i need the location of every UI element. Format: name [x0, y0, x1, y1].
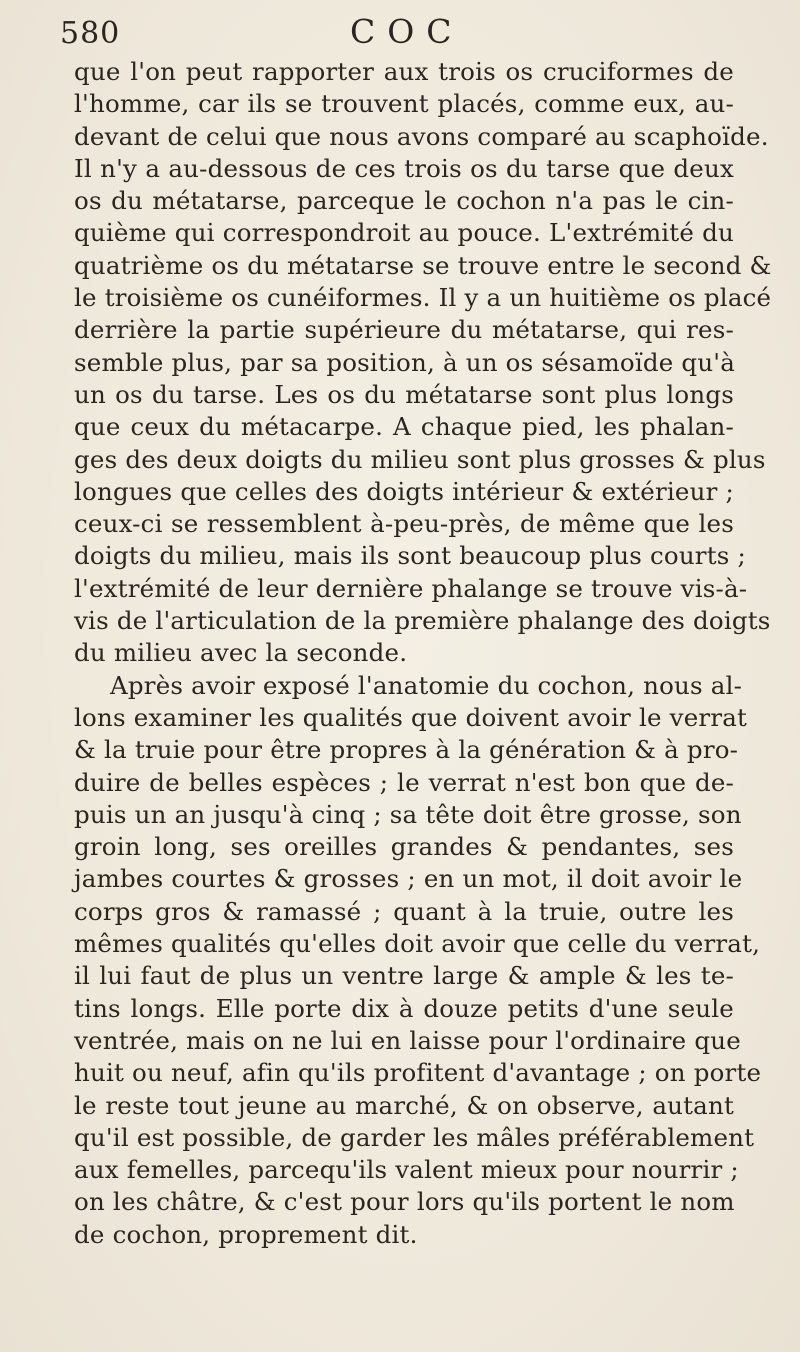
text-line: vis de l'articulation de la première phalange des doigts	[74, 606, 771, 636]
text-line: os du métatarse, parceque le cochon n'a pas le cin-	[74, 186, 734, 216]
text-line: derrière la partie supérieure du métatarse, qui res-	[74, 315, 734, 345]
text-line: un os du tarse. Les os du métatarse sont plus longs	[74, 379, 734, 409]
text-line: que ceux du métacarpe. A chaque pied, les phalan-	[74, 412, 734, 442]
text-line: Il n'y a au-dessous de ces trois os du tarse que deux	[74, 153, 734, 183]
text-line: & la truie pour être propres à la génération & à pro-	[74, 735, 739, 765]
text-line: corps gros & ramassé ; quant à la truie, outre les	[74, 896, 734, 926]
text-line: groin long, ses oreilles grandes & pendantes, ses	[74, 832, 734, 862]
text-line: tins longs. Elle porte dix à douze petits d'une seule	[74, 993, 734, 1023]
text-line: semble plus, par sa position, à un os sésamoïde qu'à	[74, 347, 736, 377]
text-line: mêmes qualités qu'elles doit avoir que celle du verrat,	[74, 929, 761, 959]
text-line: lons examiner les qualités que doivent avoir le verrat	[74, 702, 748, 732]
text-line: ventrée, mais on ne lui en laisse pour l'ordinaire que	[74, 1025, 741, 1055]
text-line: devant de celui que nous avons comparé au scaphoïde.	[74, 121, 769, 151]
text-line: Après avoir exposé l'anatomie du cochon, nous al-	[110, 670, 743, 700]
running-head: COC	[350, 12, 464, 51]
text-line: longues que celles des doigts intérieur & extérieur ;	[74, 476, 734, 506]
body-text	[74, 56, 772, 1251]
text-line: quatrième os du métatarse se trouve entre le second &	[74, 250, 772, 280]
text-line: qu'il est possible, de garder les mâles préférablement	[74, 1122, 755, 1152]
text-line: puis un an jusqu'à cinq ; sa tête doit être grosse, son	[74, 799, 742, 829]
text-line: jambes courtes & grosses ; en un mot, il doit avoir le	[74, 864, 743, 894]
text-line: l'extrémité de leur dernière phalange se trouve vis-à-	[74, 573, 748, 603]
text-line: aux femelles, parcequ'ils valent mieux pour nourrir ;	[74, 1155, 739, 1185]
text-line: doigts du milieu, mais ils sont beaucoup plus courts ;	[74, 541, 746, 571]
text-line: du milieu avec la seconde.	[74, 638, 408, 668]
text-line: l'homme, car ils se trouvent placés, comme eux, au-	[74, 89, 734, 119]
text-line: que l'on peut rapporter aux trois os cruciformes de	[74, 57, 734, 86]
text-line: ges des deux doigts du milieu sont plus grosses & plus	[74, 444, 766, 474]
page-number: 580	[60, 16, 121, 51]
text-line: ceux-ci se ressemblent à-peu-près, de même que les	[74, 509, 734, 539]
text-line: quième qui correspondroit au pouce. L'extrémité du	[74, 218, 734, 248]
text-line: le reste tout jeune au marché, & on observe, autant	[74, 1090, 734, 1120]
text-line: il lui faut de plus un ventre large & ample & les te-	[74, 961, 734, 991]
text-line: on les châtre, & c'est pour lors qu'ils portent le nom	[74, 1187, 735, 1217]
text-line: duire de belles espèces ; le verrat n'est bon que de-	[74, 767, 734, 797]
text-line: le troisième os cunéiformes. Il y a un huitième os placé	[74, 283, 772, 313]
text-line: huit ou neuf, afin qu'ils profitent d'avantage ; on porte	[74, 1058, 762, 1088]
page-header	[0, 12, 800, 52]
text-line: de cochon, proprement dit.	[74, 1219, 418, 1249]
